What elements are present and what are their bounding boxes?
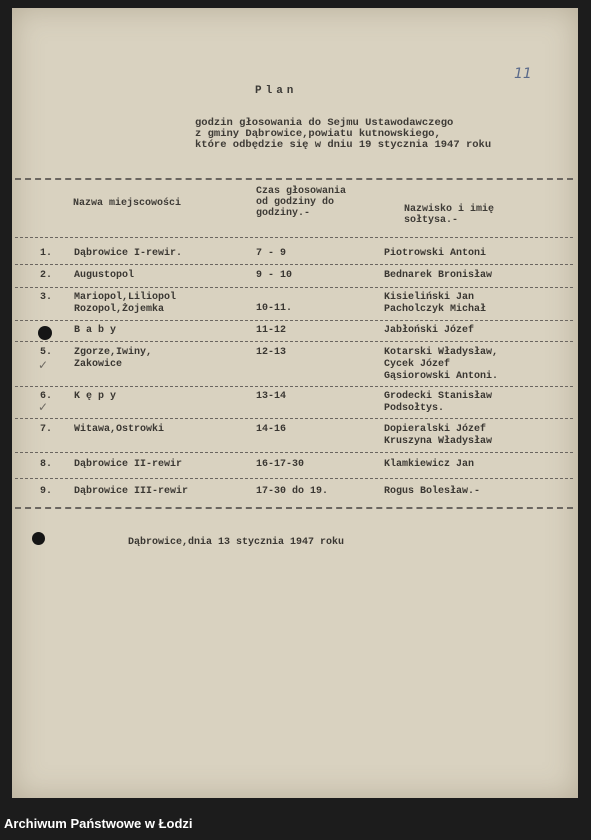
row-number: 5. (40, 347, 53, 358)
table-rule (15, 287, 573, 288)
row-number: 3. (40, 292, 53, 303)
row-time: 14-16 (256, 424, 287, 435)
row-name: Rogus Bolesław.- (384, 486, 481, 497)
check-mark: ✓ (38, 358, 49, 372)
column-header-place: Nazwa miejscowości (73, 198, 182, 209)
table-rule (15, 178, 573, 180)
table-rule (15, 386, 573, 387)
row-place: Dąbrowice I-rewir. (74, 248, 183, 259)
row-time: 12-13 (256, 347, 287, 358)
column-header-name: Nazwisko i imię sołtysa.- (404, 204, 495, 226)
row-time: 11-12 (256, 325, 287, 336)
row-name: Klamkiewicz Jan (384, 459, 475, 470)
row-time: 10-11. (256, 303, 293, 314)
row-time: 16-17-30 (256, 459, 305, 470)
row-name: Kotarski Władysław, Cycek Józef Gąsiorowski Antoni. (384, 347, 499, 382)
row-time: 17-30 do 19. (256, 486, 329, 497)
row-time: 13-14 (256, 391, 287, 402)
row-time: 7 - 9 (256, 248, 287, 259)
date-line: Dąbrowice,dnia 13 stycznia 1947 roku (128, 537, 345, 548)
table-rule (15, 507, 573, 509)
heading (195, 118, 491, 151)
row-place: B a b y (74, 325, 117, 336)
row-place: K ę p y (74, 391, 117, 402)
table-rule (15, 418, 573, 419)
row-name: Piotrowski Antoni (384, 248, 487, 259)
row-name: Jabłoński Józef (384, 325, 475, 336)
row-place: Mariopol,Liliopol Rozopol,Żojemka (74, 292, 177, 315)
heading-line: godzin głosowania do Sejmu Ustawodawczego (195, 117, 454, 129)
table-rule (15, 478, 573, 479)
archive-label: Archiwum Państwowe w Łodzi (4, 816, 193, 831)
table-rule (15, 264, 573, 265)
row-number: 2. (40, 270, 53, 281)
table-rule (15, 452, 573, 453)
row-name: Grodecki Stanisław Podsołtys. (384, 391, 493, 414)
row-time: 9 - 10 (256, 270, 293, 281)
column-header-time: Czas głosowania od godziny do godziny.- (256, 186, 347, 219)
row-number: 8. (40, 459, 53, 470)
row-place: Dąbrowice III-rewir (74, 486, 189, 497)
table-rule (15, 320, 573, 321)
check-mark: ✓ (38, 400, 49, 414)
row-number: 1. (40, 248, 53, 259)
row-place: Zgorze,Iwiny, Zakowice (74, 347, 153, 370)
row-place: Augustopol (74, 270, 135, 281)
table-rule (15, 341, 573, 342)
row-place: Dąbrowice II-rewir (74, 459, 183, 470)
ink-blot (32, 532, 45, 545)
heading-line: z gminy Dąbrowice,powiatu kutnowskiego, (195, 128, 441, 140)
table-rule (15, 237, 573, 238)
row-name: Bednarek Bronisław (384, 270, 493, 281)
row-name: Kisieliński Jan Pacholczyk Michał (384, 292, 487, 315)
ink-blot (38, 326, 52, 340)
heading-line: które odbędzie się w dniu 19 stycznia 1947 roku (195, 139, 492, 151)
row-number: 7. (40, 424, 53, 435)
document-title: Plan (255, 85, 298, 97)
page-number: 11 (514, 66, 532, 82)
row-name: Dopieralski Józef Kruszyna Władysław (384, 424, 493, 447)
row-number: 6. (40, 391, 53, 402)
row-number: 9. (40, 486, 53, 497)
row-place: Witawa,Ostrowki (74, 424, 165, 435)
